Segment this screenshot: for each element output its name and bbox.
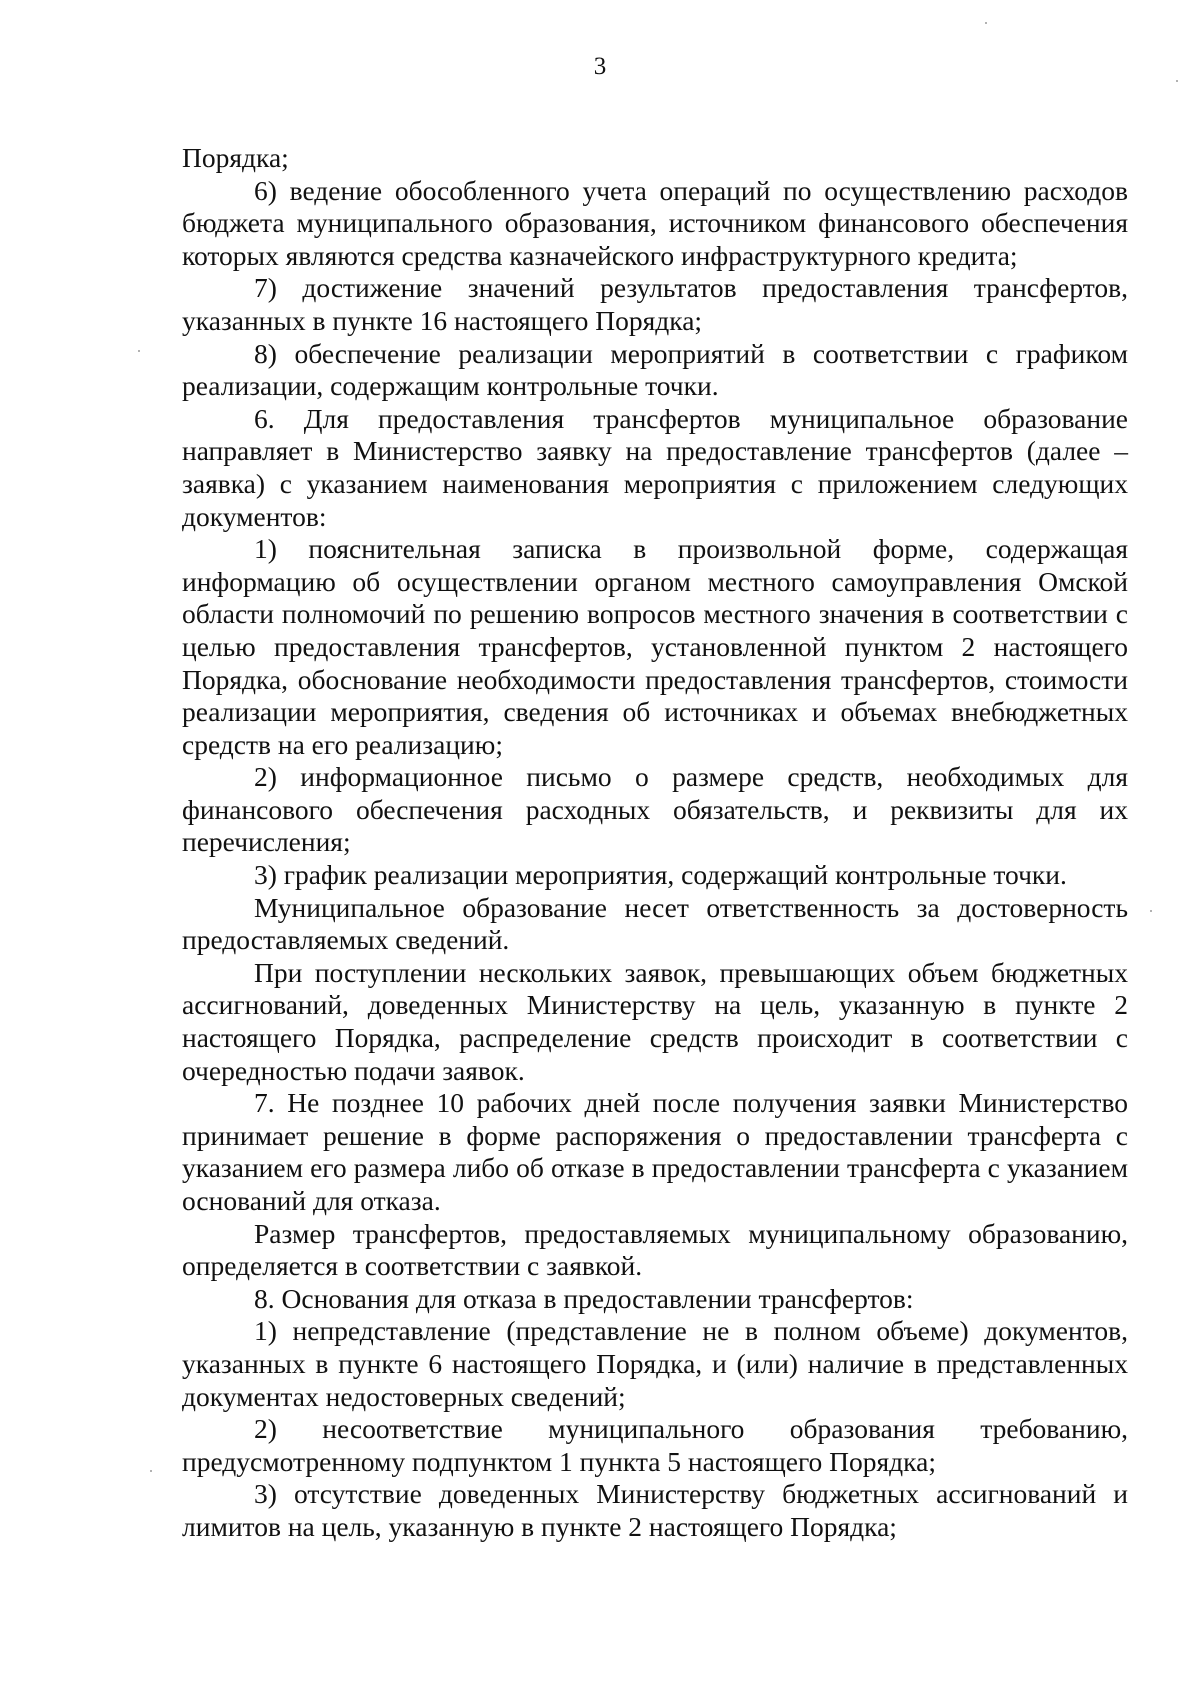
paragraph-section-8: 8. Основания для отказа в предоставлении трансфертов: xyxy=(254,1282,914,1314)
paragraph-section-7: 7. Не позднее 10 рабочих дней после получения заявки Министерство принимает решение в форме распоряжения о предоставлении трансферта с указанием его размера либо об отказе в предоставлении трансферта с указанием оснований для отказа. xyxy=(182,1087,1128,1216)
paragraph-doc-3-schedule: 3) график реализации мероприятия, содержащий контрольные точки. xyxy=(254,859,1067,891)
paragraph-item-6-separate-accounting: 6) ведение обособленного учета операций по осуществлению расходов бюджета муниципального образования, источником финансового обеспечения которых являются средства казначейского инфраструктурного кредита; xyxy=(182,174,1128,271)
paragraph-doc-2-info-letter: 2) информационное письмо о размере средств, необходимых для финансового обеспечения расходных обязательств, и реквизиты для их перечисления; xyxy=(182,761,1128,858)
paragraph-multiple-applications: При поступлении нескольких заявок, превышающих объем бюджетных ассигнований, доведенных Министерству на цель, указанную в пункте 2 настоящего Порядка, распределение средств происходит в соответствии с очередностью подачи заявок. xyxy=(182,956,1128,1086)
paragraph-refusal-2: 2) несоответствие муниципального образования требованию, предусмотренному подпунктом 1 пункта 5 настоящего Порядка; xyxy=(182,1413,1128,1477)
scan-speck xyxy=(138,350,140,352)
scan-speck xyxy=(150,1470,152,1472)
paragraph-item-7-results: 7) достижение значений результатов предоставления трансфертов, указанных в пункте 16 настоящего Порядка; xyxy=(182,272,1128,336)
scan-speck xyxy=(985,22,987,24)
paragraph-doc-1-explanatory-note: 1) пояснительная записка в произвольной форме, содержащая информацию об осуществлении органом местного самоуправления Омской области полномочий по решению вопросов местного значения в соответствии с целью предоставления трансфертов, установленной пунктом 2 настоящего Порядка, обоснование необходимости предоставления трансфертов, стоимости реализации мероприятия, сведения об источниках и объемах внебюджетных средств на его реализацию; xyxy=(182,533,1128,760)
paragraph-section-6: 6. Для предоставления трансфертов муниципальное образование направляет в Министерство заявку на предоставление трансфертов (далее – заявка) с указанием наименования мероприятия с приложением следующих документов: xyxy=(182,402,1128,532)
page-number: 3 xyxy=(593,53,607,80)
paragraph-refusal-3: 3) отсутствие доведенных Министерству бюджетных ассигнований и лимитов на цель, указанную в пункте 2 настоящего Порядка; xyxy=(182,1478,1128,1542)
paragraph-item-8-schedule: 8) обеспечение реализации мероприятий в соответствии с графиком реализации, содержащим контрольные точки. xyxy=(182,337,1128,402)
scan-speck xyxy=(1150,910,1152,912)
document-body xyxy=(182,142,1128,1544)
paragraph-continuation: Порядка; xyxy=(182,142,289,173)
paragraph-transfer-size: Размер трансфертов, предоставляемых муниципальному образованию, определяется в соответствии с заявкой. xyxy=(182,1217,1128,1282)
scan-speck xyxy=(1176,80,1178,82)
paragraph-refusal-1: 1) непредставление (представление не в полном объеме) документов, указанных в пункте 6 настоящего Порядка, и (или) наличие в представленных документах недостоверных сведений; xyxy=(182,1315,1128,1412)
paragraph-responsibility: Муниципальное образование несет ответственность за достоверность предоставляемых сведений. xyxy=(182,891,1128,956)
